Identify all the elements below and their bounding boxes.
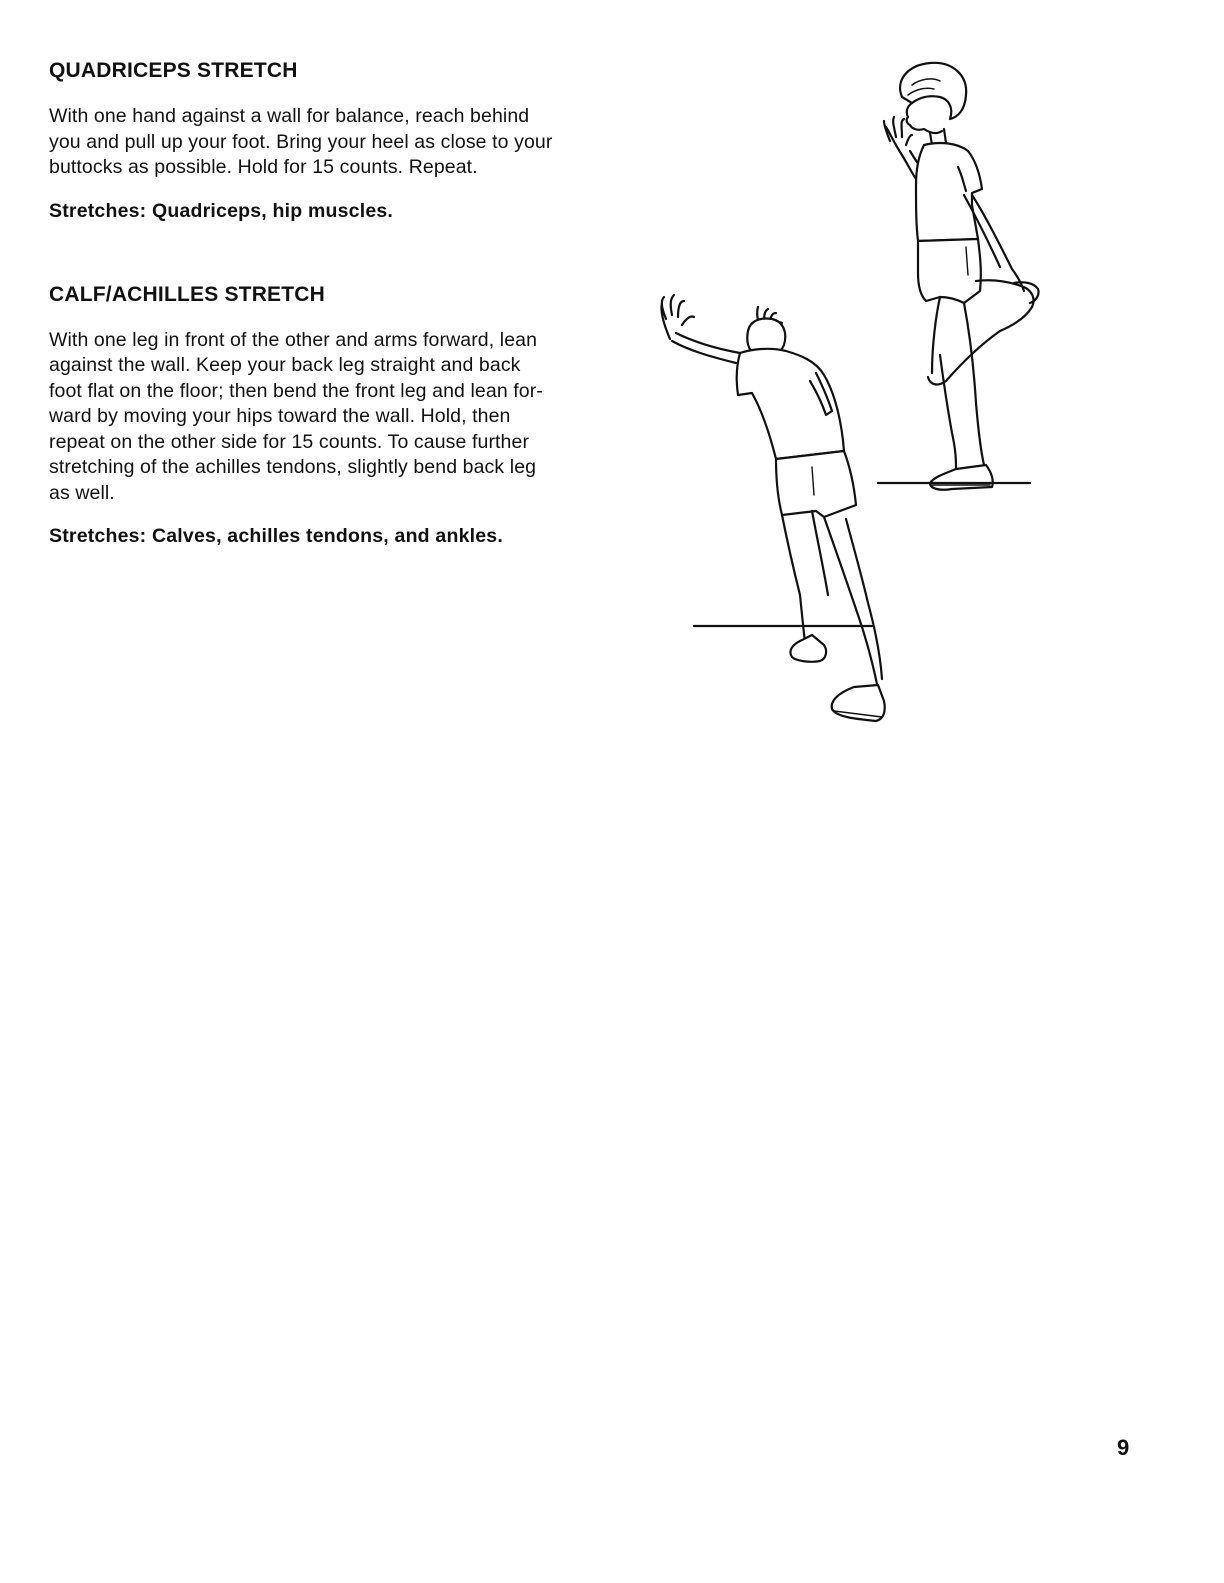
body-line: buttocks as possible. Hold for 15 counts. Repeat. [49,156,478,178]
man-calf-figure [661,295,884,721]
body-line: against the wall. Keep your back leg straight and back [49,354,521,376]
woman-shorts [918,239,981,303]
page-number: 9 [1117,1435,1130,1460]
man-hand-left [661,295,694,339]
body-line: With one hand against a wall for balance, reach behind [49,105,530,127]
body-line: as well. [49,481,115,504]
body-line: With one leg in front of the other and arms forward, lean [49,328,538,351]
woman-face [907,103,942,133]
section-body-calf-achilles [49,328,649,507]
body-line: ward by moving your hips toward the wall. Hold, then [49,405,511,427]
calf-achilles-section [49,282,649,550]
woman-shoe [930,465,993,490]
woman-hair [900,63,966,119]
stretches-calf-achilles: Stretches: Calves, achilles tendons, and ankles. [49,525,503,547]
body-line: you and pull up your foot. Bring your heel as close to your [49,130,553,153]
man-back-shoe [832,685,885,721]
man-front-shoe [790,635,826,662]
stretches-quadriceps: Stretches: Quadriceps, hip muscles. [49,199,394,222]
quadriceps-section [49,58,649,224]
man-shirt [737,349,844,459]
section-body-quadriceps [49,104,649,181]
section-title-calf-achilles: CALF/ACHILLES STRETCH [49,282,326,306]
body-line: stretching of the achilles tendons, slightly bend back leg [49,456,537,478]
body-line: repeat on the other side for 15 counts. To cause further [49,430,530,453]
body-line: foot flat on the floor; then bend the front leg and lean for- [49,379,543,402]
stretch-illustration [640,55,1060,745]
woman-shirt [916,143,982,241]
text-column [49,58,649,549]
man-shorts [776,451,856,517]
section-title-quadriceps: QUADRICEPS STRETCH [49,59,298,82]
woman-quadriceps-figure [884,63,1039,490]
